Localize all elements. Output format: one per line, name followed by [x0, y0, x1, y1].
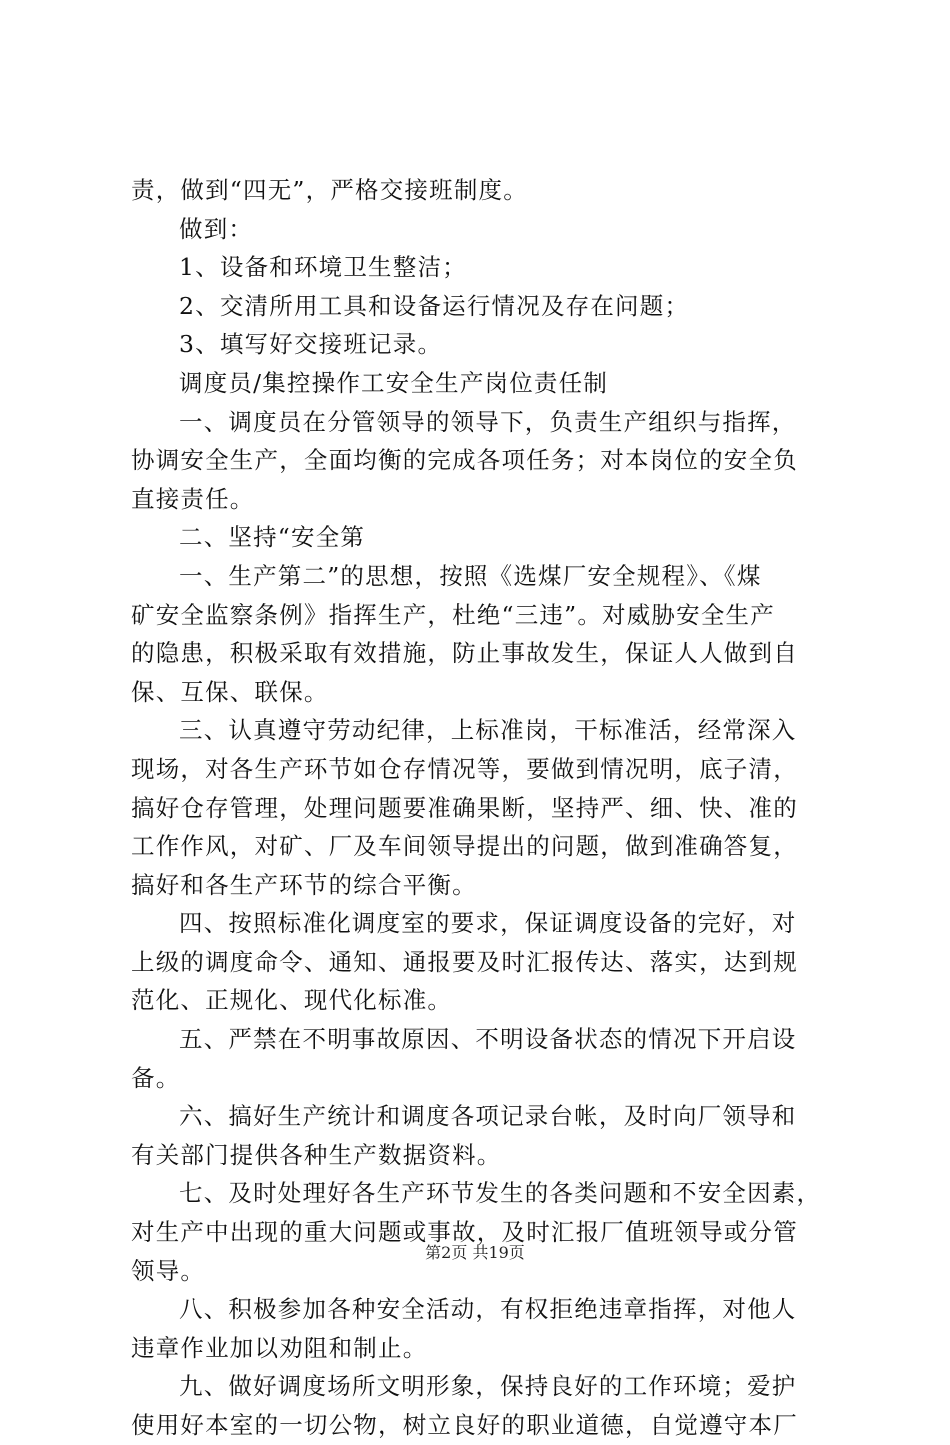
- text-line: 八、积极参加各种安全活动，有权拒绝违章指挥，对他人: [179, 1295, 797, 1324]
- text-line: 备。: [131, 1063, 181, 1092]
- text-line: 的隐患，积极采取有效措施，防止事故发生，保证人人做到自: [131, 639, 798, 668]
- text-line: 上级的调度命令、通知、通报要及时汇报传达、落实，达到规: [131, 947, 798, 976]
- page-footer: 第2页 共19页: [425, 1243, 525, 1262]
- text-line: 做到：: [179, 214, 254, 243]
- text-line: 矿安全监察条例》指挥生产，杜绝“三违”。对威胁安全生产: [131, 600, 775, 629]
- text-line: 协调安全生产，全面均衡的完成各项任务；对本岗位的安全负: [131, 446, 798, 475]
- text-line: 一、调度员在分管领导的领导下，负责生产组织与指挥，: [179, 407, 797, 436]
- text-line: 一、生产第二”的思想，按照《选煤厂安全规程》、《煤: [179, 561, 762, 590]
- text-line: 四、按照标准化调度室的要求，保证调度设备的完好，对: [179, 909, 797, 938]
- text-line: 违章作业加以劝阻和制止。: [131, 1333, 428, 1362]
- text-line: 领导。: [131, 1256, 206, 1285]
- text-line: 1、设备和环境卫生整洁；: [179, 253, 467, 282]
- text-line: 工作作风，对矿、厂及车间领导提出的问题，做到准确答复，: [131, 832, 798, 861]
- text-line: 七、及时处理好各生产环节发生的各类问题和不安全因素，: [179, 1179, 822, 1208]
- text-line: 现场，对各生产环节如仓存情况等，要做到情况明，底子清，: [131, 754, 798, 783]
- text-line: 三、认真遵守劳动纪律，上标准岗，干标准活，经常深入: [179, 716, 797, 745]
- text-line: 搞好和各生产环节的综合平衡。: [131, 870, 477, 899]
- text-line: 保、互保、联保。: [131, 677, 329, 706]
- text-line: 直接责任。: [131, 484, 255, 513]
- text-line: 使用好本室的一切公物，树立良好的职业道德，自觉遵守本厂: [131, 1411, 798, 1439]
- text-line: 对生产中出现的重大问题或事故，及时汇报厂值班领导或分管: [131, 1218, 798, 1247]
- text-line: 范化、正规化、现代化标准。: [131, 986, 453, 1015]
- text-line: 有关部门提供各种生产数据资料。: [131, 1140, 502, 1169]
- text-line: 调度员/集控操作工安全生产岗位责任制: [179, 368, 609, 397]
- text-line: 3、填写好交接班记录。: [179, 330, 443, 359]
- text-line: 六、搞好生产统计和调度各项记录台帐，及时向厂领导和: [179, 1102, 797, 1131]
- text-line: 责，做到“四无”，严格交接班制度。: [131, 176, 528, 204]
- text-line: 搞好仓存管理，处理问题要准确果断，坚持严、细、快、准的: [131, 793, 798, 822]
- text-line: 二、坚持“安全第: [179, 523, 366, 552]
- text-line: 五、严禁在不明事故原因、不明设备状态的情况下开启设: [179, 1025, 797, 1054]
- text-line: 2、交清所用工具和设备运行情况及存在问题；: [179, 291, 690, 320]
- text-line: 九、做好调度场所文明形象，保持良好的工作环境；爱护: [179, 1372, 797, 1401]
